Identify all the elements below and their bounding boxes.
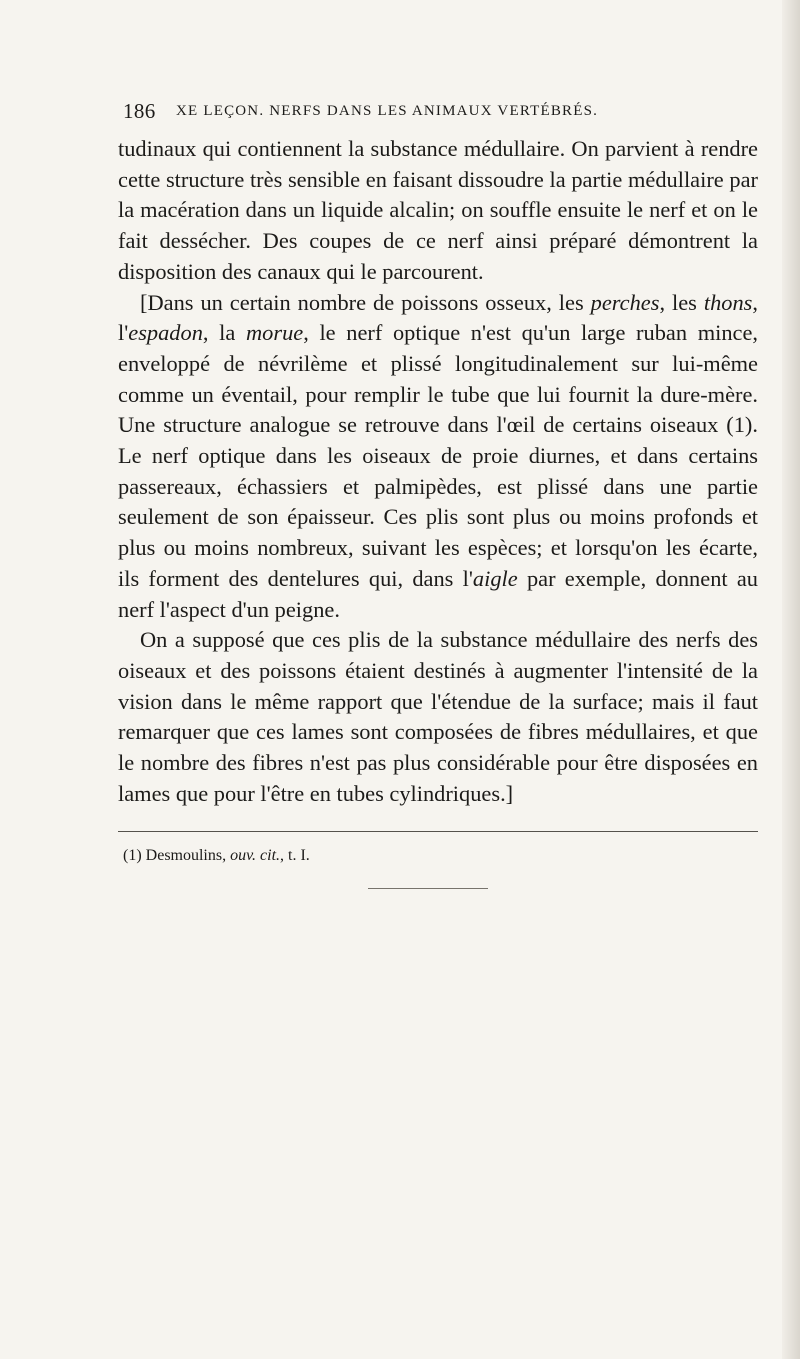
page-number: 186 bbox=[123, 99, 156, 123]
text-run: tudinaux qui contiennent la substance médullaire. On parvient à rendre cette structure très sensible en faisant dissoudre la partie médullaire par la macération dans un liquide alcalin; on souffle ensuite le nerf et on le fait dessécher. Des coupes de ce nerf ainsi préparé démontrent la disposition des canaux qui le parcourent. bbox=[118, 136, 758, 284]
page-edge-shadow bbox=[782, 0, 800, 1359]
page-header bbox=[118, 96, 758, 134]
footnote-author: Desmoulins, bbox=[145, 847, 227, 865]
text-run: , les bbox=[659, 289, 704, 315]
text-run: , l' bbox=[118, 289, 758, 346]
paragraph-p1 bbox=[118, 134, 758, 288]
footnote-marker: (1) bbox=[123, 847, 142, 865]
text-run: , la bbox=[202, 320, 246, 346]
book-page bbox=[118, 96, 758, 889]
footnote-rule bbox=[118, 831, 758, 832]
bottom-rule bbox=[368, 888, 488, 889]
running-head: XE LEÇON. NERFS DANS LES ANIMAUX VERTÉBRÉS. bbox=[176, 103, 599, 119]
text-run: [Dans un certain nombre de poissons osseux, les bbox=[140, 289, 591, 315]
text-run: , le nerf optique n'est qu'un large ruban mince, enveloppé de névrilème et plissé longitudinalement sur lui-même comme un éventail, pour remplir le tube que lui fournit la dure-mère. Une structure analogue se retrouve dans l'œil de certains oiseaux (1). Le nerf optique dans les oiseaux de proie diurnes, et dans certains passereaux, échassiers et palmipèdes, est plissé dans une partie seulement de son épaisseur. Ces plis sont plus ou moins profonds et plus ou moins nombreux, suivant les espèces; et lorsqu'on les écarte, ils forment des dentelures qui, dans l' bbox=[118, 320, 758, 591]
footnote-ref-italic: ouv. cit. bbox=[230, 847, 281, 865]
paragraph-p2 bbox=[118, 288, 758, 626]
italic-term: thons bbox=[703, 289, 753, 315]
body-text bbox=[118, 134, 758, 809]
italic-term: espadon bbox=[128, 320, 203, 346]
italic-term: aigle bbox=[472, 565, 518, 591]
text-run: On a supposé que ces plis de la substance médullaire des nerfs des oiseaux et des poissons étaient destinés à augmenter l'intensité de la vision dans le même rapport que l'étendue de la surface; mais il faut remarquer que ces lames sont composées de fibres médullaires, et que le nombre des fibres n'est pas plus considérable pour être disposées en lames que pour l'être en tubes cylindriques.] bbox=[118, 627, 758, 806]
footnote-ref-rest: , t. I. bbox=[280, 847, 310, 865]
footnote bbox=[118, 846, 758, 866]
text-run: par exemple, donnent au nerf l'aspect d'un peigne. bbox=[118, 565, 758, 622]
paragraph-p3 bbox=[118, 625, 758, 809]
italic-term: perches bbox=[590, 289, 660, 315]
italic-term: morue bbox=[245, 320, 304, 346]
